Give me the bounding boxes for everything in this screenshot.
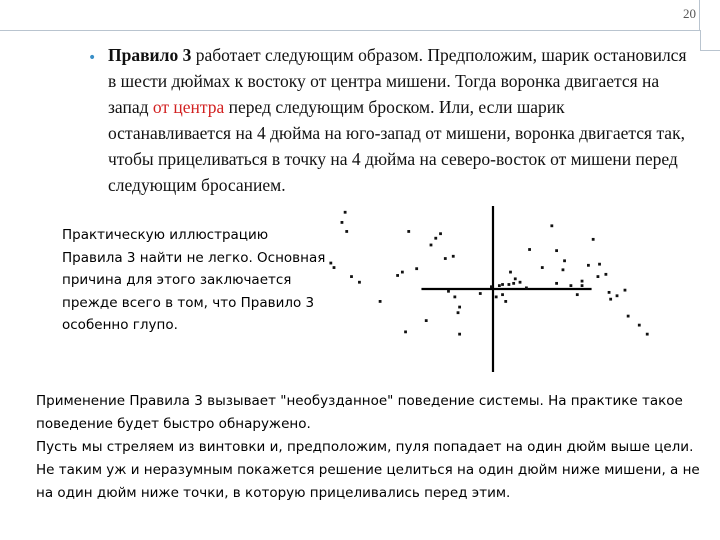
scatter-point-13 [425, 319, 428, 322]
scatter-point-55 [407, 230, 410, 233]
scatter-point-28 [514, 277, 517, 280]
scatter-point-49 [638, 324, 641, 327]
scatter-point-52 [404, 330, 407, 333]
scatter-point-16 [457, 311, 460, 314]
scatter-point-5 [333, 266, 336, 269]
scatter-point-22 [498, 284, 501, 287]
scatter-point-38 [598, 263, 601, 266]
scatter-point-32 [562, 268, 565, 271]
scatter-point-8 [401, 271, 404, 274]
main-text-part-2: перед следующим броском. Или, если шарик останавливается на 4 дюйма на юго-запад от мишени, воронка двигается так, чтобы прицеливаться в точку на 4 дюйма на северо-восток от мишени перед следующим бросанием. [108, 97, 685, 195]
scatter-point-40 [550, 224, 553, 227]
header-divider-line [0, 30, 700, 31]
scatter-point-36 [587, 264, 590, 267]
scatter-point-51 [452, 255, 455, 258]
scatter-point-27 [509, 271, 512, 274]
scatter-point-18 [501, 293, 504, 296]
scatter-point-43 [604, 273, 607, 276]
header-vertical-line [699, 0, 700, 30]
scatter-point-47 [624, 289, 627, 292]
scatter-point-42 [555, 249, 558, 252]
rule-name-bold: Правило 3 [108, 45, 192, 65]
scatter-point-20 [504, 300, 507, 303]
scatter-point-10 [415, 267, 418, 270]
scatter-point-56 [458, 306, 461, 309]
corner-decoration [700, 30, 720, 51]
scatter-points [329, 211, 648, 336]
scatter-point-17 [479, 292, 482, 295]
scatter-point-29 [525, 286, 528, 289]
scatter-point-48 [627, 315, 630, 318]
scatter-point-58 [563, 259, 566, 262]
side-paragraph: Практическую иллюстрацию Правила 3 найти не легко. Основная причина для этого заключается прежде всего в том, что Правило 3 особенно глупо. [62, 227, 326, 333]
main-paragraph [108, 42, 688, 198]
bottom-paragraph-line-1: Применение Правила 3 вызывает "необузданное" поведение системы. На практике такое поведение будет быстро обнаружено. [36, 393, 683, 432]
bottom-paragraph [36, 390, 708, 505]
scatter-point-26 [519, 281, 522, 284]
scatter-point-25 [512, 282, 515, 285]
highlight-text-red: от центра [152, 97, 225, 117]
scatter-point-37 [597, 275, 600, 278]
scatter-point-6 [350, 275, 353, 278]
page-number: 20 [683, 6, 696, 21]
scatter-plot [328, 204, 658, 374]
scatter-point-60 [439, 232, 442, 235]
scatter-point-41 [528, 248, 531, 251]
bullet-icon: • [88, 50, 97, 66]
scatter-point-4 [329, 262, 332, 265]
scatter-point-24 [508, 283, 511, 286]
scatter-point-1 [344, 211, 347, 214]
scatter-point-45 [609, 298, 612, 301]
scatter-point-46 [616, 294, 619, 297]
bottom-paragraph-line-2: Пусть мы стреляем из винтовки и, предположим, пуля попадает на один дюйм выше цели. Не таким уж и неразумным покажется решение целиться на один дюйм ниже мишени, а не на один дюйм ниже точки, в которую прицеливались перед этим. [36, 439, 700, 501]
scatter-point-2 [341, 221, 344, 224]
scatter-point-59 [581, 284, 584, 287]
scatter-point-50 [646, 333, 649, 336]
scatter-point-21 [490, 285, 493, 288]
scatter-point-34 [576, 293, 579, 296]
scatter-point-39 [592, 238, 595, 241]
scatter-point-14 [453, 296, 456, 299]
scatter-point-19 [495, 296, 498, 299]
scatter-point-57 [379, 300, 382, 303]
scatter-point-33 [570, 284, 573, 287]
scatter-point-7 [358, 281, 361, 284]
scatter-point-11 [434, 237, 437, 240]
scatter-point-44 [608, 291, 611, 294]
scatter-point-3 [345, 230, 348, 233]
scatter-point-35 [581, 280, 584, 283]
main-text-part-1: работает следующим образом. Предположим, шарик остановился в шести дюймах к востоку от центра мишени. Тогда воронка двигается на запад [108, 45, 687, 117]
scatter-point-54 [430, 244, 433, 247]
scatter-point-30 [541, 266, 544, 269]
scatter-point-23 [501, 283, 504, 286]
scatter-point-15 [447, 290, 450, 293]
scatter-point-9 [396, 274, 399, 277]
scatter-point-31 [555, 282, 558, 285]
scatter-point-53 [458, 333, 461, 336]
scatter-point-12 [444, 257, 447, 260]
